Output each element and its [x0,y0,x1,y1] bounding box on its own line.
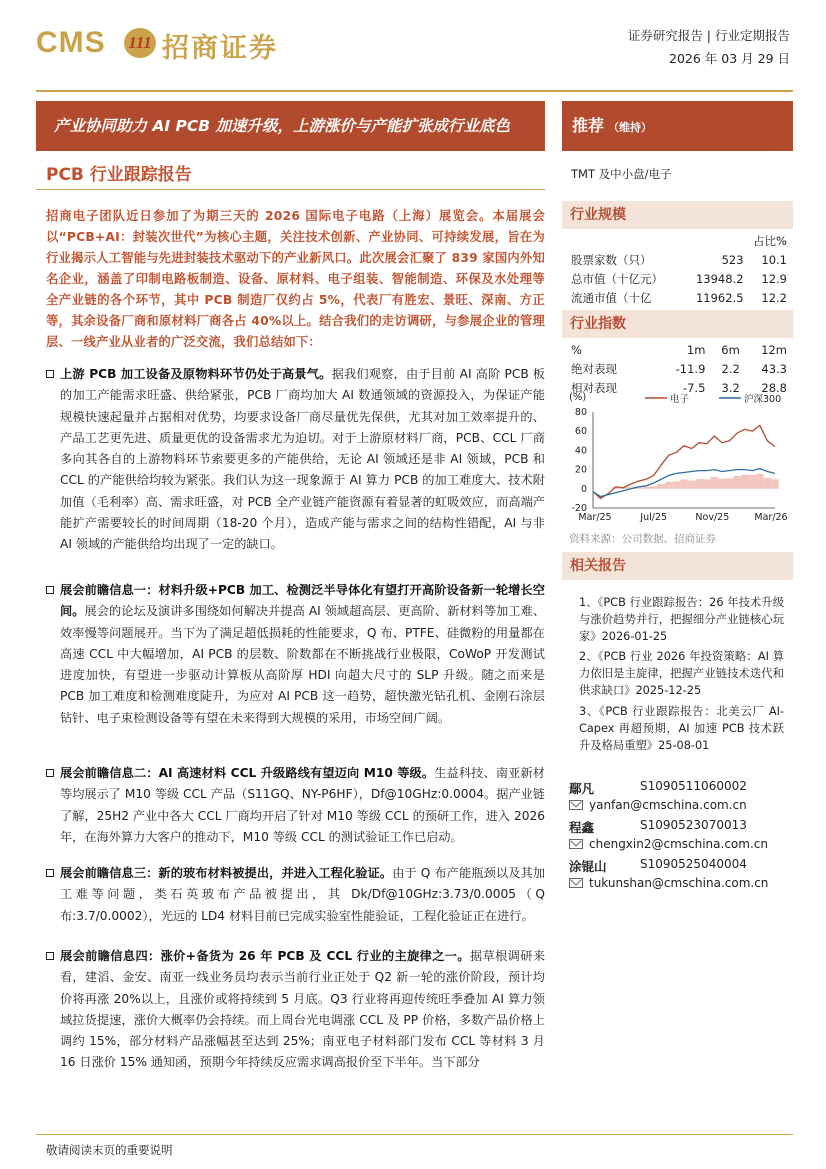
chart-svg [567,390,789,530]
footer-divider [36,1134,793,1135]
row-pct: 12.9 [761,271,787,286]
relative-performance-bar [748,475,756,489]
bullet-text: 展会的论坛及演讲多围绕如何解决并提高 AI 领域超高层、更高阶、新材料等加工难、效率慢等问题展开。当下为了满足超低损耗的性能要求，Q 布、PTFE、硅微粉的用量都在高速 CCL 中大幅增加，AI PCB 的层数、阶数都在不断挑战行业极限，CoWoP 开发测试进度加快，有望进一步驱动计算板从高阶厚 HDI 向超大尺寸的 SLP 升级。随之而来是 PCB 加工难度和检测难度陡升，为应对 AI PCB 这一趋势，超快激光钻孔机、金刚石涂层钻针、电子束检测设备等有望在未来得到大规模的采用，市场空间广阔。 [60,604,546,725]
bullet-lead: 展会前瞻信息三：新的玻布材料被提出，并进入工程化验证。 [60,866,393,880]
bullet-text: 生益科技、南亚新材等均展示了 M10 等级 CCL 产品（S11GQ、NY-P6HF），Df@10GHz:0.0004。据产业链了解，25H2 产业中各大 CCL 厂商均开启了针对 M10 等级 CCL 的预研工作，进入 2026 年，在海外算力大客户的推动下，M10 等级 CCL 的测试验证工作已启动。 [60,766,545,844]
analyst-cert: S1090511060002 [640,779,747,793]
relative-performance-bar [680,479,688,488]
row-value: -11.9 [675,361,706,376]
analyst-cert: S1090525040004 [640,857,747,871]
bullet-square-icon [46,952,54,960]
mail-icon [569,839,583,849]
title-divider [36,189,545,190]
row-value: 11962.5 [695,290,744,305]
rating-note: （维持） [608,121,653,134]
headline-banner: 产业协同助力 AI PCB 加速升级，上游涨价与产能扩张成行业底色 [36,101,545,151]
row-value: 13948.2 [695,271,744,286]
mail-icon [569,800,583,810]
relative-performance-bar [756,474,764,489]
col-header: 12m [761,342,787,357]
logo [36,24,286,64]
row-label: 总市值（十亿元） [571,271,663,286]
bullet-square-icon [46,586,54,594]
col-header: 1m [686,342,706,357]
logo-text: CMS [36,26,106,59]
rating-banner [562,101,793,151]
related-report-item[interactable]: 1、《PCB 行业跟踪报告：26 年技术升级与涨价趋势并行，把握细分产业链核心玩家》2026-01-25 [579,596,784,643]
rating-label: 推荐 [572,116,605,135]
analyst-cert: S1090523070013 [640,818,747,832]
relative-performance-bar [733,476,741,489]
bullet-square-icon [46,769,54,777]
row-value: 43.3 [761,361,787,376]
header-divider [36,90,793,92]
row-value: 3.2 [721,380,740,395]
y-tick-label: 60 [574,426,587,438]
row-value: 523 [721,252,744,267]
analyst-email-row [569,876,768,890]
row-label: 绝对表现 [571,361,617,376]
table-row [571,360,787,377]
bullet-paragraph [46,946,545,1126]
relative-performance-bar [673,481,681,488]
relative-performance-bar [688,481,696,489]
analyst-name: 鄢凡 [569,781,595,796]
legend-label: 电子 [670,394,690,405]
bullet-text: 据我们观察，由于目前 AI 高阶 PCB 板的加工产能需求旺盛、供给紧张，PCB 厂商均加大 AI 数通领域的资源投入，为保证产能规模快速起量并占据相对优势，均要求设备厂商尽量优先保供，尤其对加工效率提升的、产品工艺更先进、质量更优的设备需求尤为迫切。对于上游原材料厂商，PCB、CCL 厂商多向其各自的上游物料环节索要更多的产能供给，无论 AI 领域还是非 AI 领域，PCB 和 CCL 的产能供给均较为紧张。我们认为这一现象源于 AI 算力 PCB 的加工难度大、技术附加值（毛利率）高、需求旺盛，对 PCB 全产业链产能资源有着显著的虹吸效应，而高端产能扩产需要较长的时间周期（18-20 个月），造成产能与需求之间的结构性错配，AI 与非 AI 领域的产能供给均出现了一定的缺口。 [60,367,545,552]
footer-note: 敬请阅读末页的重要说明 [46,1143,173,1157]
bullet-lead: 展会前瞻信息一：材料升级+PCB 加工、检测泛半导体化有望打开高阶设备新一轮增长空间。 [60,583,545,619]
sector-label: TMT 及中小盘/电子 [571,167,672,181]
row-label: 流通市值（十亿 [571,290,652,305]
y-tick-label: 40 [574,445,587,457]
analyst-row [569,818,747,836]
table-row [571,289,787,306]
x-tick-label: Mar/25 [578,512,612,523]
related-report-item[interactable]: 3、《PCB 行业跟踪报告：北美云厂 AI-Capex 再超预期，AI 加速 PCB 技术跃升及格局重塑》25-08-01 [579,705,784,752]
intro-paragraph: 招商电子团队近日参加了为期三天的 2026 国际电子电路（上海）展览会。本届展会以“PCB+AI：封装次世代”为核心主题，关注技术创新、产业协同、可持续发展，旨在为行业揭示人工智能与先进封装技术驱动下的产业新风口。此次展会汇聚了 839 家国内外知名企业，涵盖了印制电路板制造、设备、原材料、电子组装、智能制造、环保及水处理等全产业链的各个环节，其中 PCB 制造厂仅约占 5%，代表厂有胜宏、景旺、深南、方正等，其余设备厂商和原材料厂商各占 40%以上。结合我们的走访调研，与参展企业的管理层、一线产业从业者的广泛交流，我们总结如下： [46,209,545,349]
bullet-paragraph [46,763,545,848]
bullet-square-icon [46,869,54,877]
x-tick-label: Jul/25 [640,512,668,523]
relative-performance-bar [771,479,779,488]
relative-performance-bar [703,479,711,488]
analyst-row [569,857,747,875]
analyst-email-row [569,798,747,812]
relative-performance-bar [764,478,772,489]
x-tick-label: Mar/26 [754,512,788,523]
industry-scale-header: 行业规模 [562,201,793,229]
y-tick-label: 80 [574,407,587,418]
bullet-lead: 上游 PCB 加工设备及原物料环节仍处于高景气。 [60,367,332,381]
pct-unit-label: 占比% [753,233,787,248]
bullet-paragraph [46,863,545,927]
analyst-email[interactable]: tukunshan@cmschina.com.cn [589,876,769,890]
legend-label: 沪深300 [744,394,782,405]
logo-chinese-text: 招商证券 [162,33,278,64]
relative-performance-bar [718,479,726,489]
y-axis-label: (%) [569,392,587,403]
analyst-email[interactable]: chengxin2@cmschina.com.cn [589,837,768,851]
table-row [571,270,787,287]
col-header: % [571,342,582,357]
row-pct: 12.2 [761,290,787,305]
bullet-lead: 展会前瞻信息二：AI 高速材料 CCL 升级路线有望迈向 M10 等级。 [60,766,435,780]
col-header: 6m [721,342,740,357]
y-tick-label: -20 [571,503,587,514]
row-value: -7.5 [682,380,706,395]
relative-performance-bar [650,486,658,489]
chart-source: 资料来源：公司数据、招商证券 [569,533,716,545]
row-label: 股票家数（只） [571,252,652,267]
relative-performance-bar [665,482,673,489]
y-tick-label: 20 [574,464,587,476]
report-date: 2026 年 03 月 29 日 [669,51,790,66]
analyst-name: 涂锟山 [569,859,607,874]
relative-performance-bar [726,478,734,488]
row-label: 相对表现 [571,380,617,395]
relative-performance-bar [657,484,665,489]
mail-icon [569,878,583,888]
bullet-paragraph [46,364,545,556]
row-value: 28.8 [761,380,787,395]
logo-badge-icon: 111 [124,28,156,58]
analyst-row [569,779,747,797]
related-report-item[interactable]: 2、《PCB 行业 2026 年投资策略：AI 算力依旧是主旋律，把握产业链技术迭代和供求缺口》2025-12-25 [579,650,784,697]
row-value: 2.2 [721,361,740,376]
related-reports-header: 相关报告 [562,552,793,580]
y-tick-label: 0 [580,483,587,495]
relative-performance-bar [711,477,719,489]
row-pct: 10.1 [761,252,787,267]
table-header-row [571,341,787,358]
bullet-text: 由于 Q 布产能瓶颈以及其加工难等问题，类石英玻布产品被提出，其 Dk/Df@10GHz:3.73/0.0005（Q 布:3.7/0.0002），光远的 LD4 材料目前已完成实验室性能验证，工程化验证正在进行。 [60,866,546,923]
bullet-text: 据草根调研来看，建滔、金安、南亚一线业务员均表示当前行业正处于 Q2 新一轮的涨价阶段，预计均价将再涨 20%以上，且涨价或将持续到 5 月底。Q3 行业将再迎传统旺季叠加 AI 算力领域拉货提速，涨价大概率仍会持续。而上周台光电调涨 CCL 及 PP 价格，多数产品价格上调约 15%，部分材料产品涨幅甚至达到 25%；南亚电子材料部门发布 CCL 等材料 3 月 16 日涨价 15% 通知函，预期今年持续反应需求调高报价至下半年。当下部分 [60,949,545,1070]
bullet-paragraph [46,580,545,729]
relative-performance-bar [695,479,703,489]
report-title: PCB 行业跟踪报告 [46,165,192,185]
x-tick-label: Nov/25 [695,512,730,523]
table-row [571,251,787,268]
industry-index-header: 行业指数 [562,310,793,338]
performance-chart [567,390,789,550]
relative-performance-bar [741,475,749,489]
bullet-square-icon [46,370,54,378]
analyst-name: 程鑫 [569,820,595,835]
analyst-email-row [569,837,768,851]
report-type: 证券研究报告 | 行业定期报告 [627,28,790,43]
industry-scale-table [569,230,789,308]
bullet-lead: 展会前瞻信息四：涨价+备货为 26 年 PCB 及 CCL 行业的主旋律之一。 [60,949,470,963]
analyst-email[interactable]: yanfan@cmschina.com.cn [589,798,747,812]
